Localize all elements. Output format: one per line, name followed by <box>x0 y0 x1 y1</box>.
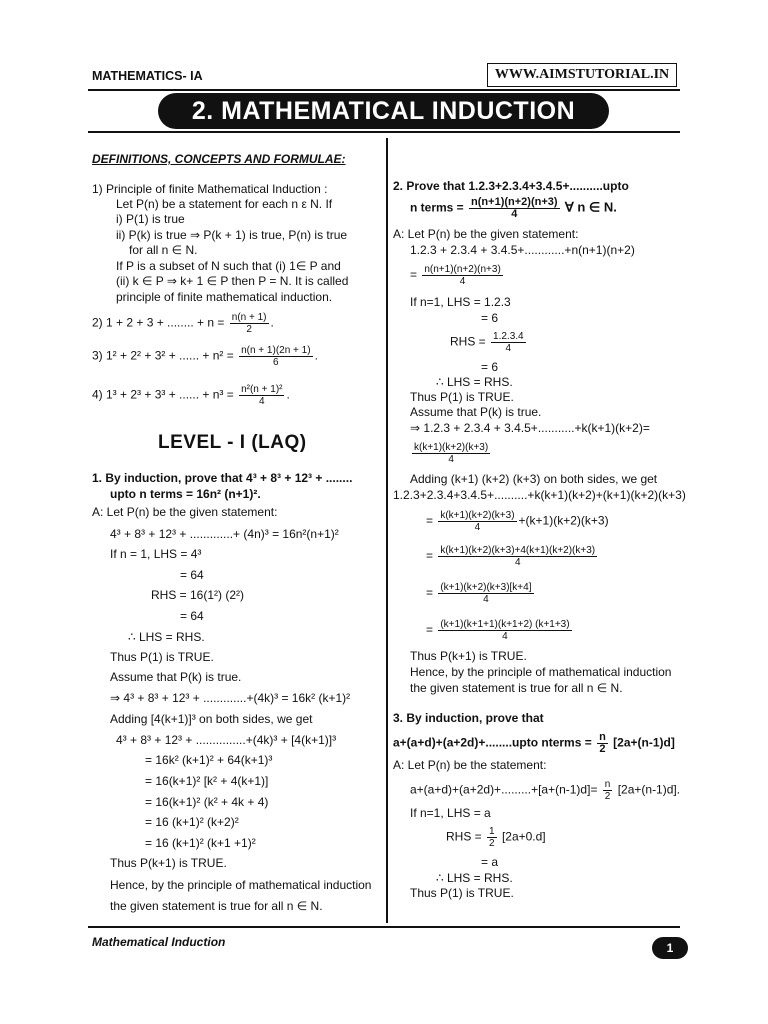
answer-line: RHS = 16(1²) (2²) <box>151 588 245 602</box>
formula-fraction: $\frac{n(n + 1)(2n + 1)}{6}$ <box>241 345 311 368</box>
answer-line: A: Let P(n) be the given statement: <box>92 505 278 519</box>
level-heading: LEVEL - I (LAQ) <box>158 432 307 453</box>
subject-label: MATHEMATICS- IA <box>92 69 203 83</box>
answer-line: 4³ + 8³ + 12³ + ...............+(4k)³ + [4(k+1)]³ <box>116 733 337 747</box>
answer-line: Thus P(k+1) is TRUE. <box>410 649 527 663</box>
answer-line: Thus P(1) is TRUE. <box>410 390 514 404</box>
answer-line: If n=1, LHS = 1.2.3 <box>410 295 511 309</box>
answer-line: = $\frac{k(k+1)(k+2)(k+3)}{4}$ +(k+1)(k+2)(k+3) <box>426 510 609 533</box>
page-number: 1 <box>652 937 688 959</box>
formula-fraction: $\frac{k(k+1)(k+2)(k+3)+4(k+1)(k+2)(k+3)}{4}$ <box>440 545 596 568</box>
answer-line: = $\frac{k(k+1)(k+2)(k+3)+4(k+1)(k+2)(k+3)}{4}$ <box>426 545 596 568</box>
def-line: Let P(n) be a statement for each n ε N. If <box>116 197 333 211</box>
def-line: 1) Principle of finite Mathematical Induction : <box>92 182 328 196</box>
website-url: WWW.AIMSTUTORIAL.IN <box>487 63 677 87</box>
footer-rule <box>88 926 680 928</box>
column-divider <box>386 138 388 923</box>
header-rule <box>88 89 680 91</box>
formula-fraction: $\frac{(k+1)(k+1+1)(k+1+2) (k+1+3)}{4}$ <box>440 619 570 642</box>
answer-line: = 64 <box>180 568 204 582</box>
formula-lhs: 4) 1³ + 2³ + 3³ + ...... + n³ = <box>92 387 234 402</box>
answer-line: A: Let P(n) be the statement: <box>393 758 547 772</box>
formula-fraction: $\frac{n(n+1)(n+2)(n+3)}{4}$ <box>471 196 558 220</box>
formula-fraction: $\frac{1}{2}$ <box>489 826 495 849</box>
section-heading: DEFINITIONS, CONCEPTS AND FORMULAE: <box>92 152 346 166</box>
answer-line: a+(a+d)+(a+2d)+.........+[a+(n-1)d]= $\frac{n}{2}$ [2a+(n-1)d]. <box>410 779 681 802</box>
formula-lhs: 3) 1² + 2² + 3² + ...... + n² = <box>92 348 234 363</box>
answer-line: 4³ + 8³ + 12³ + .............+ (4n)³ = 16n²(n+1)² <box>110 527 339 541</box>
def-line: principle of finite mathematical induction. <box>116 290 333 304</box>
answer-line: ∴ LHS = RHS. <box>436 871 513 885</box>
question-3-cont: a+(a+d)+(a+2d)+........upto nterms = $\frac{n}{2}$ [2a+(n-1)d] <box>393 731 675 755</box>
answer-line: 1.2.3 + 2.3.4 + 3.4.5+............+n(n+1)(n+2) <box>410 243 635 257</box>
question-2-cont: n terms = $\frac{n(n+1)(n+2)(n+3)}{4}$ ∀ n ∈ N. <box>410 196 617 220</box>
formula-sum-squares: 3) 1² + 2² + 3² + ...... + n² = $\frac{n(n + 1)(2n + 1)}{6}$ . <box>92 345 318 368</box>
question-1: 1. By induction, prove that 4³ + 8³ + 12³ + ........ <box>92 471 353 485</box>
answer-line: ∴ LHS = RHS. <box>128 630 205 644</box>
answer-line: Hence, by the principle of mathematical induction <box>410 665 672 679</box>
formula-fraction: $\frac{n}{2}$ <box>599 731 606 755</box>
answer-line: RHS = $\frac{1}{2}$ [2a+0.d] <box>446 826 546 849</box>
answer-line: 1.2.3+2.3.4+3.4.5+..........+k(k+1)(k+2)+(k+1)(k+2)(k+3) <box>393 488 686 502</box>
chapter-title: 2. MATHEMATICAL INDUCTION <box>158 93 609 129</box>
title-rule <box>88 131 680 133</box>
answer-line: ⇒ 4³ + 8³ + 12³ + .............+(4k)³ = 16k² (k+1)² <box>110 691 351 705</box>
answer-line: Thus P(1) is TRUE. <box>410 886 514 900</box>
answer-line: = 16(k+1)² (k² + 4k + 4) <box>145 795 269 809</box>
answer-line: If n = 1, LHS = 4³ <box>110 547 202 561</box>
answer-line: ∴ LHS = RHS. <box>436 375 513 389</box>
answer-line: = 6 <box>481 360 499 374</box>
def-line: If P is a subset of N such that (i) 1∈ P and <box>116 259 341 273</box>
answer-line: Adding [4(k+1)]³ on both sides, we get <box>110 712 313 726</box>
answer-line: = $\frac{(k+1)(k+2)(k+3)[k+4]}{4}$ <box>426 582 532 605</box>
question-1-cont: upto n terms = 16n² (n+1)². <box>110 487 261 501</box>
formula-fraction: $\frac{k(k+1)(k+2)(k+3)}{4}$ <box>440 510 515 533</box>
answer-line: ⇒ 1.2.3 + 2.3.4 + 3.4.5+...........+k(k+1)(k+2)= <box>410 421 650 435</box>
answer-line: the given statement is true for all n ∈ N. <box>110 899 323 913</box>
formula-lhs: 2) 1 + 2 + 3 + ........ + n = <box>92 315 225 330</box>
answer-line: If n=1, LHS = a <box>410 806 491 820</box>
answer-line: Assume that P(k) is true. <box>110 670 242 684</box>
formula-fraction: $\frac{n(n + 1)}{2}$ <box>231 312 267 335</box>
formula-fraction: $\frac{1.2.3.4}{4}$ <box>493 331 524 354</box>
answer-line: Hence, by the principle of mathematical induction <box>110 878 372 892</box>
formula-fraction: $\frac{n}{2}$ <box>604 779 611 802</box>
def-line: (ii) k ∈ P ⇒ k+ 1 ∈ P then P = N. It is called <box>116 274 349 288</box>
answer-line: RHS = $\frac{1.2.3.4}{4}$ <box>450 331 524 354</box>
answer-line: = 16(k+1)² [k² + 4(k+1)] <box>145 774 269 788</box>
answer-line: Assume that P(k) is true. <box>410 405 542 419</box>
formula-sum-n: 2) 1 + 2 + 3 + ........ + n = $\frac{n(n + 1)}{2}$ . <box>92 312 274 335</box>
answer-line: = $\frac{(k+1)(k+1+1)(k+1+2) (k+1+3)}{4}$ <box>426 619 570 642</box>
answer-line: the given statement is true for all n ∈ N. <box>410 681 623 695</box>
answer-line: = a <box>481 855 499 869</box>
question-3: 3. By induction, prove that <box>393 711 544 725</box>
answer-line: Thus P(1) is TRUE. <box>110 650 214 664</box>
answer-line: = 16 (k+1)² (k+1 +1)² <box>145 836 256 850</box>
formula-fraction: $\frac{(k+1)(k+2)(k+3)[k+4]}{4}$ <box>440 582 532 605</box>
answer-line: = 64 <box>180 609 204 623</box>
def-line: for all n ∈ N. <box>129 243 198 257</box>
formula-fraction: $\frac{\text{n²(n + 1)²}}{4}$ <box>241 384 283 407</box>
footer-chapter: Mathematical Induction <box>92 935 226 949</box>
answer-line: = $\frac{n(n+1)(n+2)(n+3)}{4}$ <box>410 264 501 287</box>
answer-line: = 6 <box>481 311 499 325</box>
answer-line: = 16k² (k+1)² + 64(k+1)³ <box>145 753 273 767</box>
answer-line: Adding (k+1) (k+2) (k+3) on both sides, we get <box>410 472 658 486</box>
def-line: ii) P(k) is true ⇒ P(k + 1) is true, P(n) is true <box>116 228 348 242</box>
formula-fraction: $\frac{k(k+1)(k+2)(k+3)}{4}$ <box>414 442 489 465</box>
answer-line: = 16 (k+1)² (k+2)² <box>145 815 239 829</box>
answer-line <box>410 442 492 465</box>
answer-line: A: Let P(n) be the given statement: <box>393 227 579 241</box>
def-line: i) P(1) is true <box>116 212 185 226</box>
answer-line: Thus P(k+1) is TRUE. <box>110 856 227 870</box>
formula-sum-cubes: 4) 1³ + 2³ + 3³ + ...... + n³ = $\frac{\text{n²(n + 1)²}}{4}$ . <box>92 384 290 407</box>
question-2: 2. Prove that 1.2.3+2.3.4+3.4.5+..........upto <box>393 179 629 193</box>
formula-fraction: $\frac{n(n+1)(n+2)(n+3)}{4}$ <box>424 264 501 287</box>
